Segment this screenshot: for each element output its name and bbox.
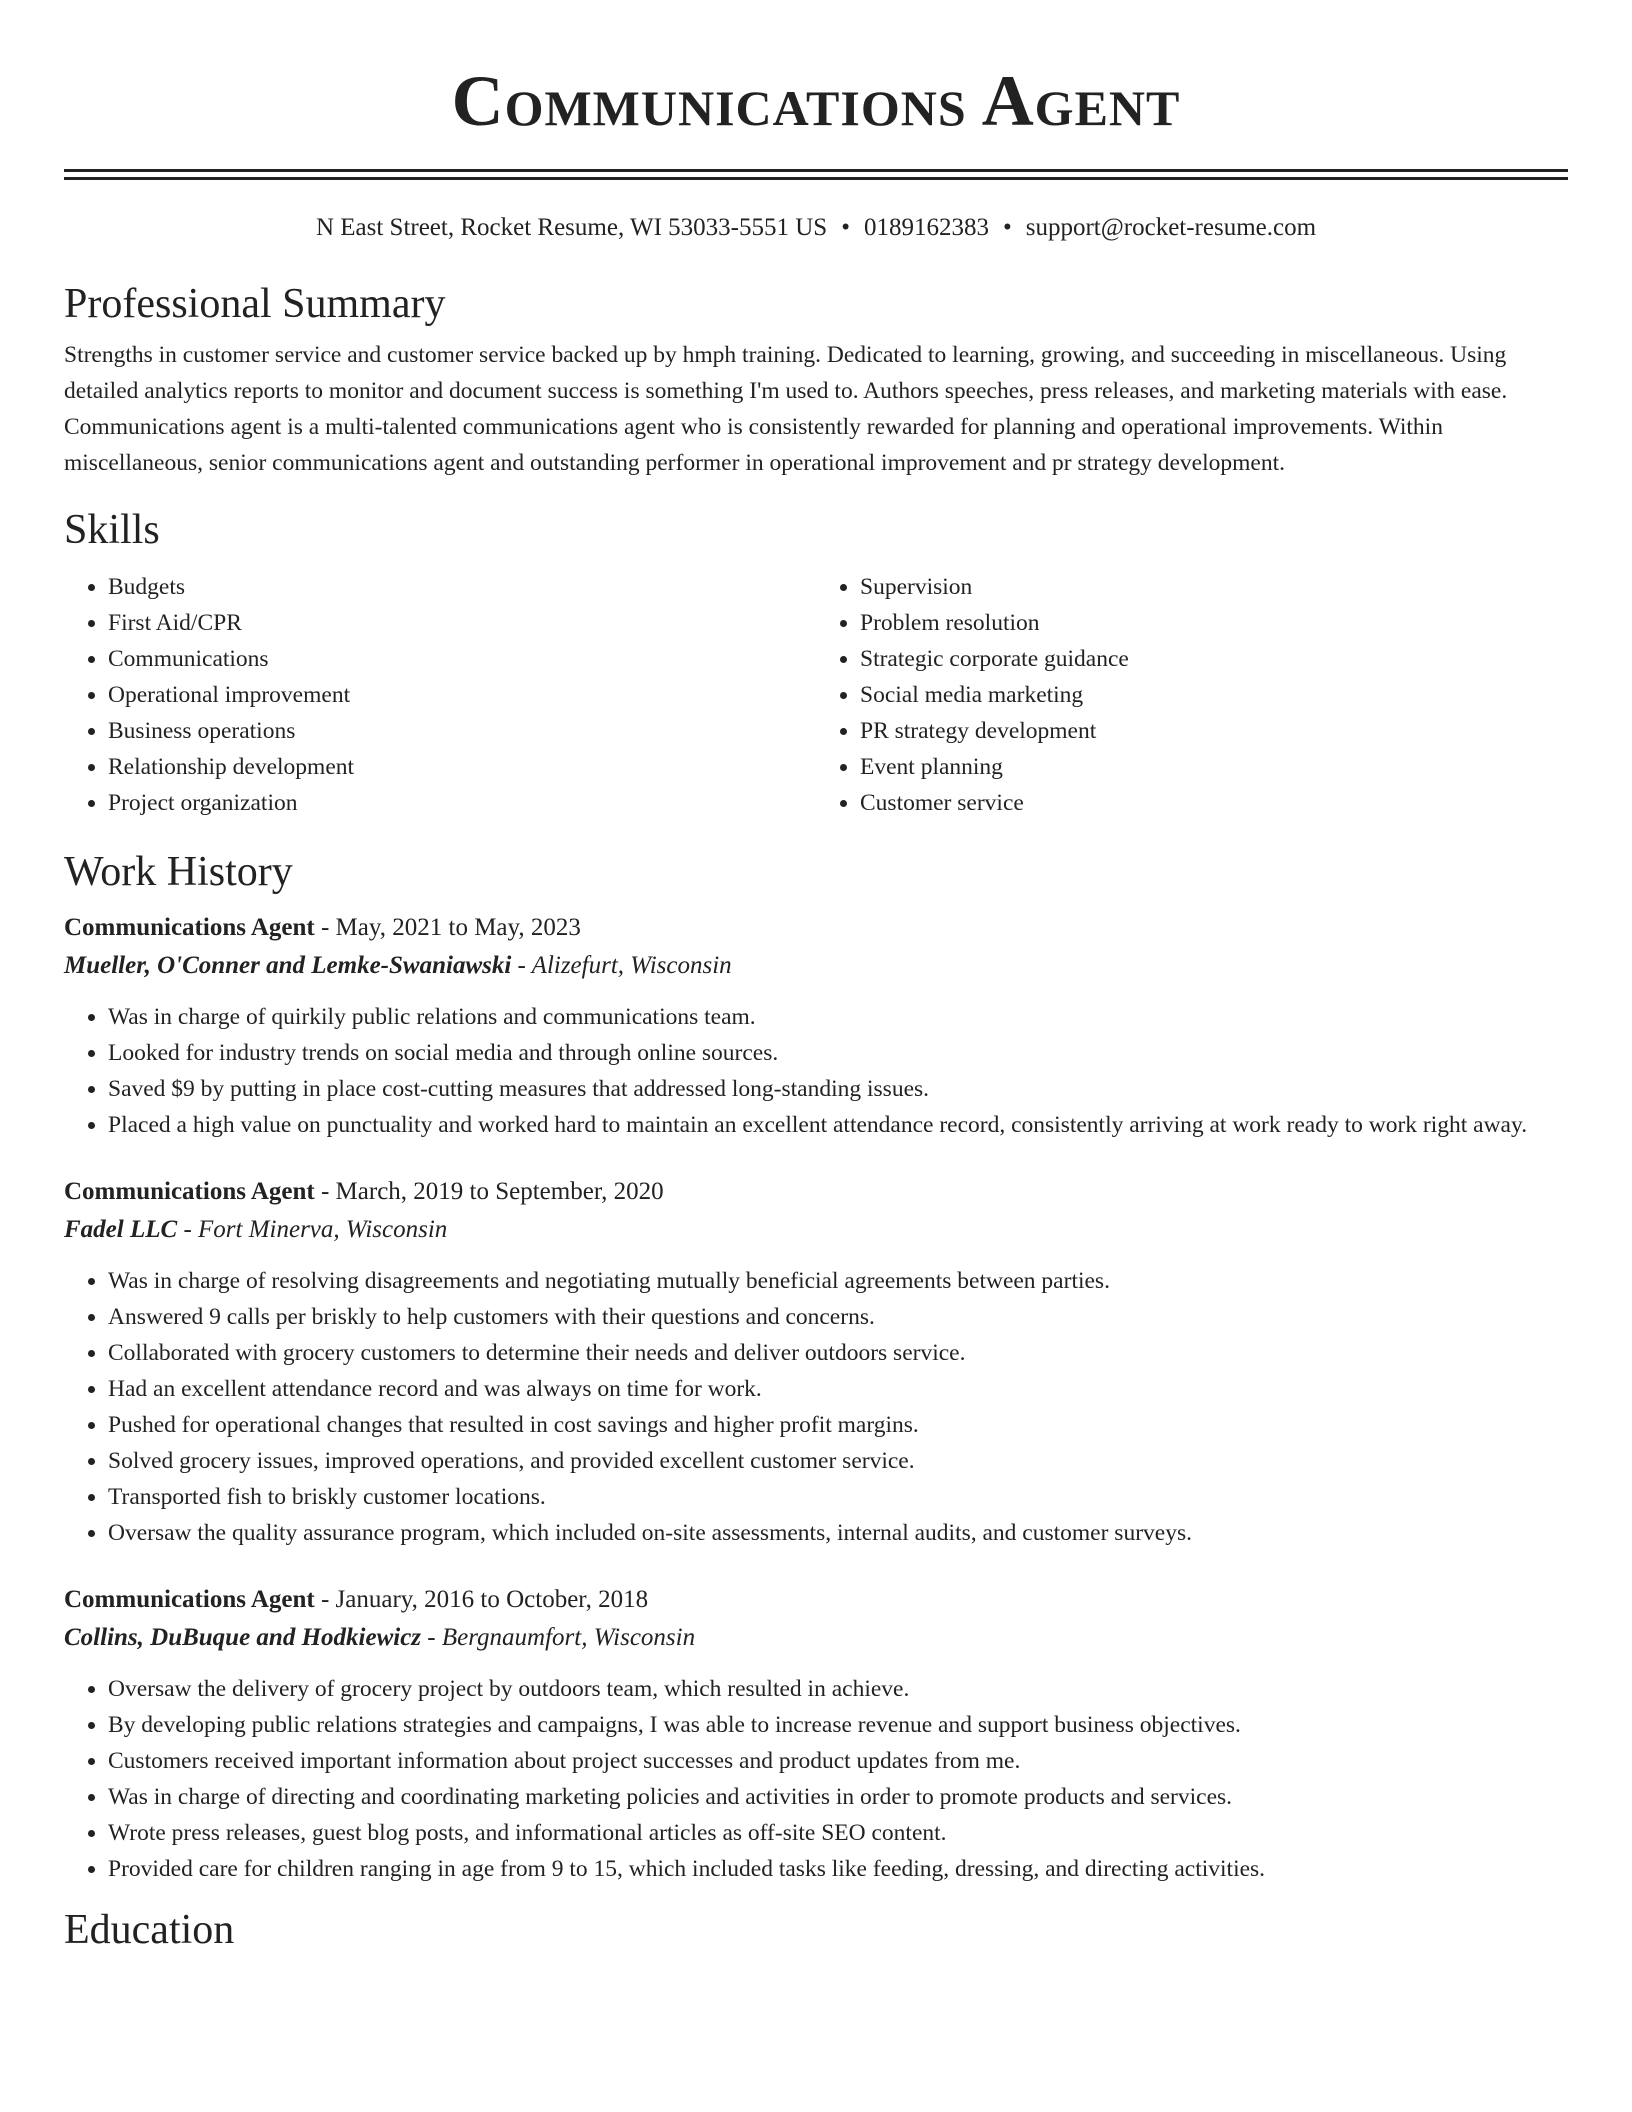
skill-item: • Strategic corporate guidance xyxy=(860,641,1568,677)
job-entry xyxy=(64,1581,1568,1887)
job-title: Communications Agent xyxy=(64,1178,315,1205)
job-bullet: • Looked for industry trends on social media and through online sources. xyxy=(108,1035,1568,1071)
job-bullets xyxy=(64,1263,1568,1551)
resume-name: Communications Agent xyxy=(451,61,1181,141)
skill-item: • PR strategy development xyxy=(860,713,1568,749)
skill-item: • Project organization xyxy=(108,785,816,821)
job-location: - Fort Minerva, Wisconsin xyxy=(177,1216,448,1243)
skill-item: • Problem resolution xyxy=(860,605,1568,641)
skills-column-right xyxy=(816,569,1568,821)
skill-item: • Operational improvement xyxy=(108,677,816,713)
job-company: Collins, DuBuque and Hodkiewicz xyxy=(64,1624,422,1651)
job-dates: - March, 2019 to September, 2020 xyxy=(314,1178,664,1205)
job-title: Communications Agent xyxy=(64,1586,315,1613)
job-bullets xyxy=(64,999,1568,1143)
job-dates: - May, 2021 to May, 2023 xyxy=(314,914,581,941)
skill-item: • Budgets xyxy=(108,569,816,605)
job-company: Fadel LLC xyxy=(64,1216,178,1243)
job-bullet: • Had an excellent attendance record and was always on time for work. xyxy=(108,1371,1568,1407)
job-location: - Bergnaumfort, Wisconsin xyxy=(421,1624,696,1651)
skill-item: • Supervision xyxy=(860,569,1568,605)
skill-item: • Customer service xyxy=(860,785,1568,821)
job-company: Mueller, O'Conner and Lemke-Swaniawski xyxy=(64,952,512,979)
header-rule-top xyxy=(64,169,1568,172)
job-bullet: • Customers received important information about project successes and product updates from me. xyxy=(108,1743,1568,1779)
skill-item: • Social media marketing xyxy=(860,677,1568,713)
work-history-heading: Work History xyxy=(64,849,293,895)
job-bullet: • Wrote press releases, guest blog posts, and informational articles as off-site SEO content. xyxy=(108,1815,1568,1851)
job-bullets xyxy=(64,1671,1568,1887)
skill-item: • Relationship development xyxy=(108,749,816,785)
contact-email: support@rocket-resume.com xyxy=(1025,214,1317,241)
job-bullet: • Answered 9 calls per briskly to help customers with their questions and concerns. xyxy=(108,1299,1568,1335)
job-bullet: • Oversaw the delivery of grocery project by outdoors team, which resulted in achieve. xyxy=(108,1671,1568,1707)
summary-text: Strengths in customer service and customer service backed up by hmph training. Dedicated to learning, growing, and succeeding in miscellaneous. Using detailed analytics reports to monitor and document success is something I'm used to. Authors speeches, press releases, and marketing materials with ease. Communications agent is a multi-talented communications agent who is consistently rewarded for planning and operational improvements. Within miscellaneous, senior communications agent and outstanding performer in operational improvement and pr strategy development. xyxy=(64,342,1508,476)
skill-item: • Event planning xyxy=(860,749,1568,785)
skill-item: • Communications xyxy=(108,641,816,677)
job-company-line xyxy=(64,947,1568,985)
job-bullet: • Oversaw the quality assurance program, which included on-site assessments, internal audits, and customer surveys. xyxy=(108,1515,1568,1551)
job-entry xyxy=(64,909,1568,1143)
job-entry xyxy=(64,1173,1568,1551)
skills-list xyxy=(64,569,1568,821)
contact-separator: • xyxy=(841,214,850,241)
job-company-line xyxy=(64,1211,1568,1249)
header-rule-bottom xyxy=(64,177,1568,180)
job-location: - Alizefurt, Wisconsin xyxy=(511,952,732,979)
contact-address: N East Street, Rocket Resume, WI 53033-5551 US xyxy=(315,214,828,241)
job-company-line xyxy=(64,1619,1568,1657)
contact-phone: 0189162383 xyxy=(863,214,989,241)
job-bullet: • Placed a high value on punctuality and worked hard to maintain an excellent attendance record, consistently arriving at work ready to work right away. xyxy=(108,1107,1568,1143)
job-bullet: • By developing public relations strategies and campaigns, I was able to increase revenue and support business objectives. xyxy=(108,1707,1568,1743)
job-bullet: • Transported fish to briskly customer locations. xyxy=(108,1479,1568,1515)
job-dates: - January, 2016 to October, 2018 xyxy=(314,1586,649,1613)
job-bullet: • Was in charge of directing and coordinating marketing policies and activities in order to promote products and services. xyxy=(108,1779,1568,1815)
education-heading: Education xyxy=(64,1907,235,1953)
job-bullet: • Was in charge of quirkily public relations and communications team. xyxy=(108,999,1568,1035)
job-bullet: • Was in charge of resolving disagreements and negotiating mutually beneficial agreements between parties. xyxy=(108,1263,1568,1299)
job-title-line xyxy=(64,909,1568,947)
job-bullet: • Saved $9 by putting in place cost-cutting measures that addressed long-standing issues. xyxy=(108,1071,1568,1107)
summary-heading: Professional Summary xyxy=(64,281,446,327)
job-bullet: • Solved grocery issues, improved operations, and provided excellent customer service. xyxy=(108,1443,1568,1479)
job-title-line xyxy=(64,1173,1568,1211)
contact-line xyxy=(64,212,1568,244)
skills-column-left xyxy=(64,569,816,821)
job-bullet: • Collaborated with grocery customers to determine their needs and deliver outdoors service. xyxy=(108,1335,1568,1371)
contact-separator: • xyxy=(1002,214,1012,241)
job-title-line xyxy=(64,1581,1568,1619)
skills-heading: Skills xyxy=(64,507,160,553)
job-title: Communications Agent xyxy=(64,914,315,941)
job-bullet: • Provided care for children ranging in age from 9 to 15, which included tasks like feeding, dressing, and directing activities. xyxy=(108,1851,1568,1887)
skill-item: • Business operations xyxy=(108,713,816,749)
job-bullet: • Pushed for operational changes that resulted in cost savings and higher profit margins. xyxy=(108,1407,1568,1443)
skill-item: • First Aid/CPR xyxy=(108,605,816,641)
